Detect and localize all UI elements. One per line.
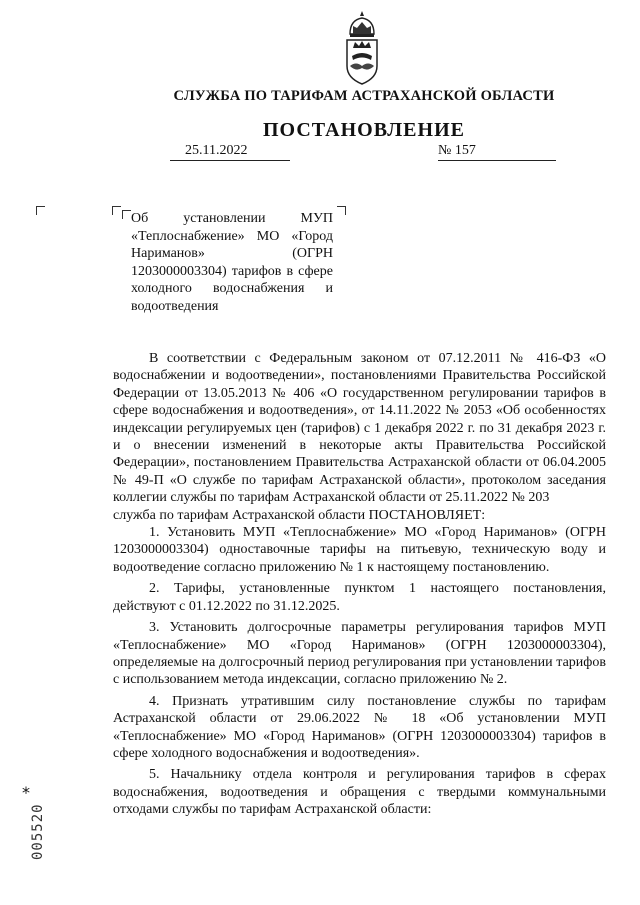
margin-serial-number: 005520 bbox=[30, 803, 46, 860]
subject-bracket-left-inner bbox=[122, 210, 131, 219]
subject-bracket-left bbox=[112, 206, 121, 215]
coat-of-arms-icon bbox=[341, 8, 383, 88]
clause-3: 3. Установить долгосрочные параметры регулирования тарифов МУП «Теплоснабжение» МО «Город Нариманов» (ОГРН 1203000003304), определяемые на долгосрочный период регулирования при установлении тарифов с использованием метода индексации, согласно приложению № 2. bbox=[113, 620, 606, 688]
clause-5: 5. Начальнику отдела контроля и регулирования тарифов в сферах водоснабжения, водоотведения и обращения с твердыми коммунальными отходами службы по тарифам Астраханской области: bbox=[113, 767, 606, 818]
clause-1: 1. Установить МУП «Теплоснабжение» МО «Город Нариманов» (ОГРН 1203000003304) одноставочные тарифы на питьевую, техническую воду и водоотведение согласно приложению № 1 к настоящему постановлению. bbox=[113, 525, 606, 575]
clause-2: 2. Тарифы, установленные пунктом 1 настоящего постановления, действуют с 01.12.2022 по 31.12.2025. bbox=[113, 581, 606, 614]
document-subject: Об установлении МУП «Теплоснабжение» МО «Город Нариманов» (ОГРН 1203000003304) тарифов в сфере холодного водоснабжения и водоотведения bbox=[131, 211, 333, 314]
corner-bracket-left bbox=[36, 206, 45, 215]
document-number: № 157 bbox=[438, 142, 556, 161]
document-date: 25.11.2022 bbox=[170, 142, 290, 161]
document-body bbox=[113, 350, 606, 819]
clause-4: 4. Признать утратившим силу постановление службы по тарифам Астраханской области от 29.06.2022 № 18 «Об установлении МУП «Теплоснабжение» МО «Город Нариманов» (ОГРН 1203000003304) тарифов в сфере холодного водоснабжения и водоотведения». bbox=[113, 693, 606, 761]
subject-bracket-right bbox=[337, 206, 346, 215]
document-type-title: ПОСТАНОВЛЕНИЕ bbox=[263, 119, 465, 141]
margin-asterisk: * bbox=[22, 783, 30, 802]
resolves-line: служба по тарифам Астраханской области ПОСТАНОВЛЯЕТ: bbox=[113, 507, 486, 523]
agency-name: СЛУЖБА ПО ТАРИФАМ АСТРАХАНСКОЙ ОБЛАСТИ bbox=[173, 88, 555, 104]
preamble-paragraph: В соответствии с Федеральным законом от 07.12.2011 № 416-ФЗ «О водоснабжении и водоотведении», постановлениями Правительства Российской Федерации от 13.05.2013 № 406 «О государственном регулировании тарифов в сфере водоснабжения и водоотведения», от 14.11.2022 № 2053 «Об особенностях индексации регулируемых цен (тарифов) с 1 декабря 2022 г. по 31 декабря 2023 г. и о внесении изменений в некоторые акты Правительства Российской Федерации», постановлением Правительства Астраханской области от 06.04.2005 № 49-П «О службе по тарифам Астраханской области», протоколом заседания коллегии службы по тарифам Астраханской области от 25.11.2022 № 203 bbox=[113, 351, 606, 506]
